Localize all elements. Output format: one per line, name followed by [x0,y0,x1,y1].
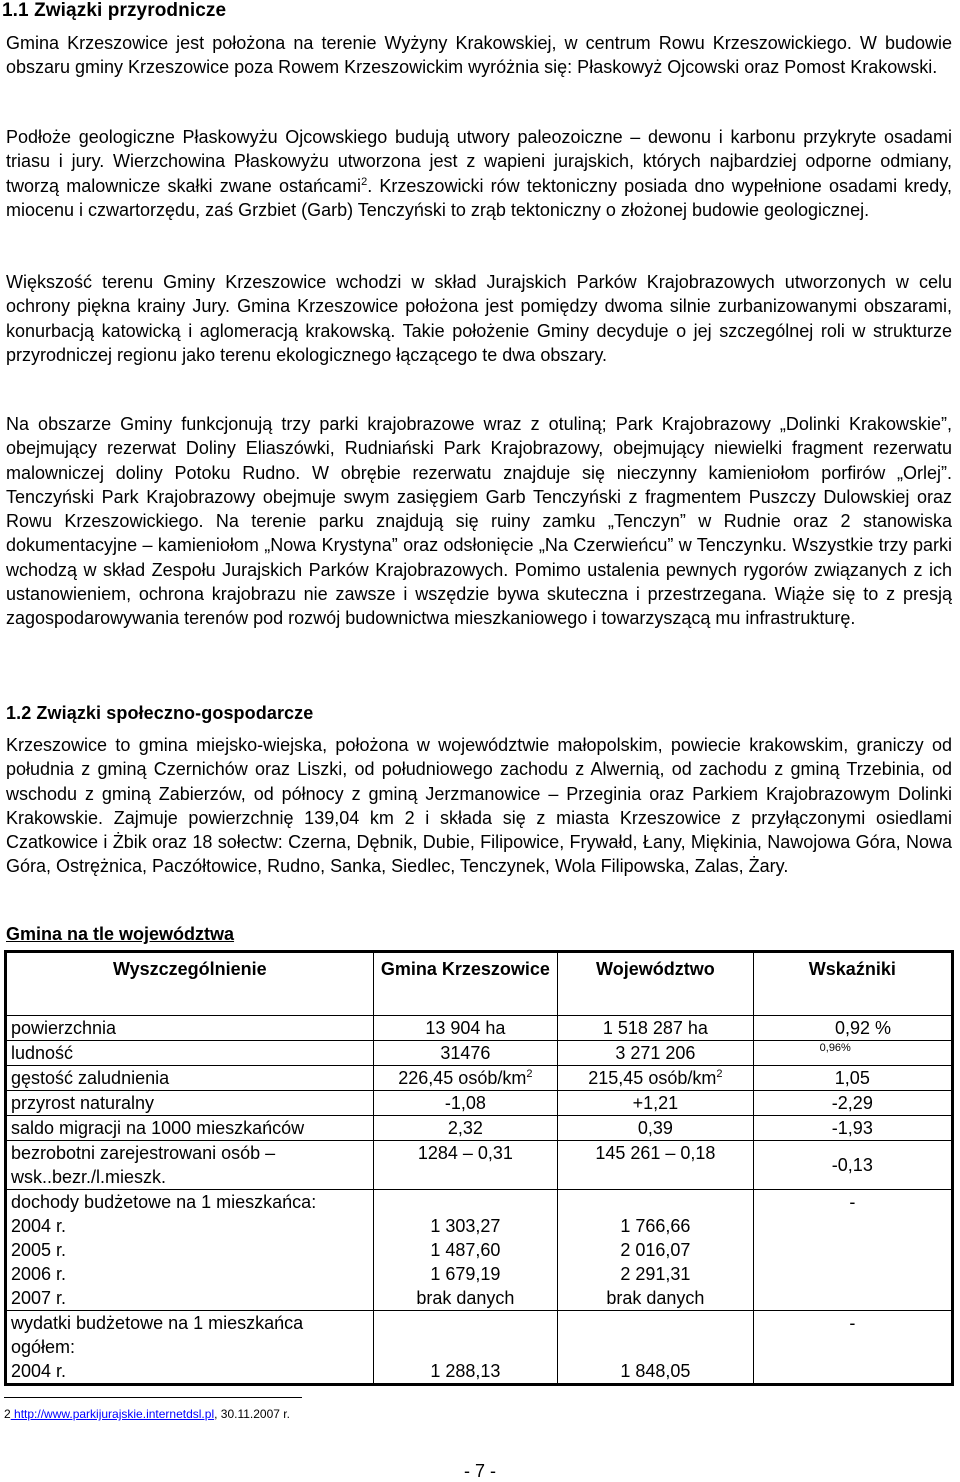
gmina-year-value: brak danych [416,1288,515,1308]
row-label-line-2: ogółem: [11,1337,76,1357]
woj-year-value: 1 848,05 [620,1361,691,1381]
woj-value: 145 261 – 0,18 [558,1141,754,1190]
indicator-value: - [753,1311,952,1385]
row-label: ludność [6,1041,374,1066]
year-label: 2007 r. [11,1288,67,1308]
gmina-year-value: 1 288,13 [430,1361,501,1381]
indicator-value: -1,93 [753,1116,952,1141]
indicator-value: 0,96% [753,1041,952,1066]
paragraph-4: Na obszarze Gminy funkcjonują trzy parki krajobrazowe wraz z otuliną; Park Krajobrazowy „Dolinki Krakowskie”, obejmujący rezerwat Doliny Eliaszówki, Rudniański Park Krajobrazowy, obejmujący niewielki fragment rezerwatu malowniczej doliny Potoku Rudno. W obrębie rezerwatu znajduje się nieczynny kamieniołom porfirów „Orlej”. Tenczyński Park Krajobrazowy obejmuje swym zasięgiem Garb Tenczyński z fragmentem Puszczy Dulowskiej oraz Rowu Krzeszowickiego. Na terenie parku znajdują się ruiny zamku „Tenczyn” w Rudnie oraz 2 stanowiska dokumentacyjne – kamieniołom „Nowa Krystyna” oraz odsłonięcie „Na Czerwieńcu” w Tenczynku. Wszystkie trzy parki wchodzą w skład Zespołu Jurajskich Parków Krajobrazowych. Pomimo ustalenia pewnych rygorów związanych z ich ustanowieniem, ochrona krajobrazu nie zawsze i wszędzie bywa skuteczna i przestrzegana. Wiąże się to z presją zagospodarowywania terenów pod rozwój budownictwa mieszkaniowego i towarzyszącą mu infrastrukturę. [6,414,952,629]
row-label: gęstość zaludnienia [6,1066,374,1091]
header-wojewodztwo: Województwo [558,952,754,1016]
woj-year-value: 1 766,66 [620,1216,691,1236]
indicator-value: - [753,1190,952,1311]
row-label [6,1141,374,1190]
footnote-divider [4,1397,302,1398]
paragraph-2-text-a: Podłoże geologiczne Płaskowyżu Ojcowskiego budują utwory paleozoiczne – dewonu i karbonu przykryte osadami triasu i jury. Wierzchowina Płaskowyżu utworzona jest z wapieni jurajskich, których najbardziej odporne odmiany, tworzą malownicze skałki zwane ostańcami [6,127,952,196]
gmina-value [373,1190,558,1311]
section-heading-1: 1.1 Związki przyrodnicze [2,0,227,21]
footnote-link[interactable]: http://www.parkijurajskie.internetdsl.pl [10,1407,215,1421]
paragraph-2 [6,125,952,222]
gmina-value [373,1066,558,1091]
gmina-value: 2,32 [373,1116,558,1141]
paragraph-2-text-b: . Krzeszowicki rów tektoniczny posiada dno wypełnione osadami kredy, miocenu i czwartorzędu, zaś Grzbiet (Garb) Tenczyński to zrąb tektoniczny o złożonej budowie geologicznej. [6,175,952,220]
gmina-year-value: 1 487,60 [430,1240,501,1260]
table-row [6,1066,953,1091]
woj-year-value: brak danych [606,1288,705,1308]
row-label [6,1190,374,1311]
woj-density: 215,45 osób/km [588,1068,717,1088]
table-row [6,1091,953,1116]
table-row [6,1141,953,1190]
indicator-value: 0,92 % [753,1016,952,1041]
header-gmina: Gmina Krzeszowice [373,952,558,1016]
table-row [6,1041,953,1066]
gmina-value: 31476 [373,1041,558,1066]
year-label: 2004 r. [11,1361,67,1381]
woj-value: 3 271 206 [558,1041,754,1066]
woj-value: 1 518 287 ha [558,1016,754,1041]
table-row [6,1190,953,1311]
year-label: 2005 r. [11,1240,67,1260]
gmina-value: -1,08 [373,1091,558,1116]
gmina-density: 226,45 osób/km [398,1068,527,1088]
paragraph-3: Większość terenu Gminy Krzeszowice wchodzi w skład Jurajskich Parków Krajobrazowych utworzonych w celu ochrony piękna krainy Jury. Gmina Krzeszowice położona jest pomiędzy dwoma silnie zurbanizowanymi obszarami, konurbacją katowicką i aglomeracją krakowską. Takie położenie Gminy decyduje o jej szczególnej roli w strukturze przyrodniczej regionu jako terenu ekologicznego łączącego te dwa obszary. [6,272,952,365]
header-wskazniki: Wskaźniki [753,952,952,1016]
woj-value: 0,39 [558,1116,754,1141]
header-wyszczegolnienie: Wyszczególnienie [6,952,374,1016]
row-label-line-1: bezrobotni zarejestrowani osób – [11,1143,276,1163]
page-number: - 7 - [463,1461,496,1481]
woj-value [558,1190,754,1311]
gmina-year-value: 1 679,19 [430,1264,501,1284]
table-row [6,1311,953,1385]
superscript: 2 [526,1068,533,1080]
year-label: 2006 r. [11,1264,67,1284]
woj-year-value: 2 291,31 [620,1264,691,1284]
comparison-table [4,950,954,1386]
paragraph-5: Krzeszowice to gmina miejsko-wiejska, położona w województwie małopolskim, powiecie krakowskim, graniczy od południa z gminą Czernichów oraz Liszki, od południowego zachodu z Alwernią, od zachodu z gminą Trzebinia, od wschodu z gminą Zabierzów, od północy z gminą Jerzmanowice – Przeginia oraz Parkiem Krajobrazowym Dolinki Krakowskie. Zajmuje powierzchnię 139,04 km 2 i składa się z miasta Krzeszowice z przyłączonymi osiedlami Czatkowice i Żbik oraz 18 sołectw: Czerna, Dębnik, Dubie, Filipowice, Frywałd, Łany, Miękinia, Nawojowa Góra, Nowa Góra, Ostrężnica, Paczółtowice, Rudno, Sanka, Siedlec, Tenczynek, Wola Filipowska, Zalas, Żary. [6,735,952,877]
year-label: 2004 r. [11,1216,67,1236]
row-label: powierzchnia [6,1016,374,1041]
gmina-year-value: 1 303,27 [430,1216,501,1236]
gmina-value: 1284 – 0,31 [373,1141,558,1190]
row-label [6,1311,374,1385]
footnote [4,1407,290,1421]
footnote-date: , 30.11.2007 r. [214,1407,290,1421]
indicator-value: 1,05 [753,1066,952,1091]
section-heading-2: 1.2 Związki społeczno-gospodarcze [6,703,314,723]
paragraph-1: Gmina Krzeszowice jest położona na terenie Wyżyny Krakowskiej, w centrum Rowu Krzeszowickiego. W budowie obszaru gminy Krzeszowice poza Rowem Krzeszowickim wyróżnia się: Płaskowyż Ojcowski oraz Pomost Krakowski. [6,33,952,78]
gmina-value [373,1311,558,1385]
indicator-value: -0,13 [753,1141,952,1190]
gmina-value: 13 904 ha [373,1016,558,1041]
footnote-number: 2 [4,1407,11,1421]
table-row [6,1116,953,1141]
woj-value [558,1066,754,1091]
row-label-line-2: wsk..bezr./l.mieszk. [11,1167,167,1187]
footnote-ref: 2 [361,175,368,188]
woj-year-value: 2 016,07 [620,1240,691,1260]
woj-value: +1,21 [558,1091,754,1116]
superscript: 2 [716,1068,723,1080]
row-label: saldo migracji na 1000 mieszkańców [6,1116,374,1141]
table-title: Gmina na tle województwa [6,924,235,944]
table-header-row [6,952,953,1016]
row-label-line-1: wydatki budżetowe na 1 mieszkańca [11,1313,304,1333]
woj-value [558,1311,754,1385]
indicator-value: -2,29 [753,1091,952,1116]
row-label-line-1: dochody budżetowe na 1 mieszkańca: [11,1192,317,1212]
table-row [6,1016,953,1041]
row-label: przyrost naturalny [6,1091,374,1116]
